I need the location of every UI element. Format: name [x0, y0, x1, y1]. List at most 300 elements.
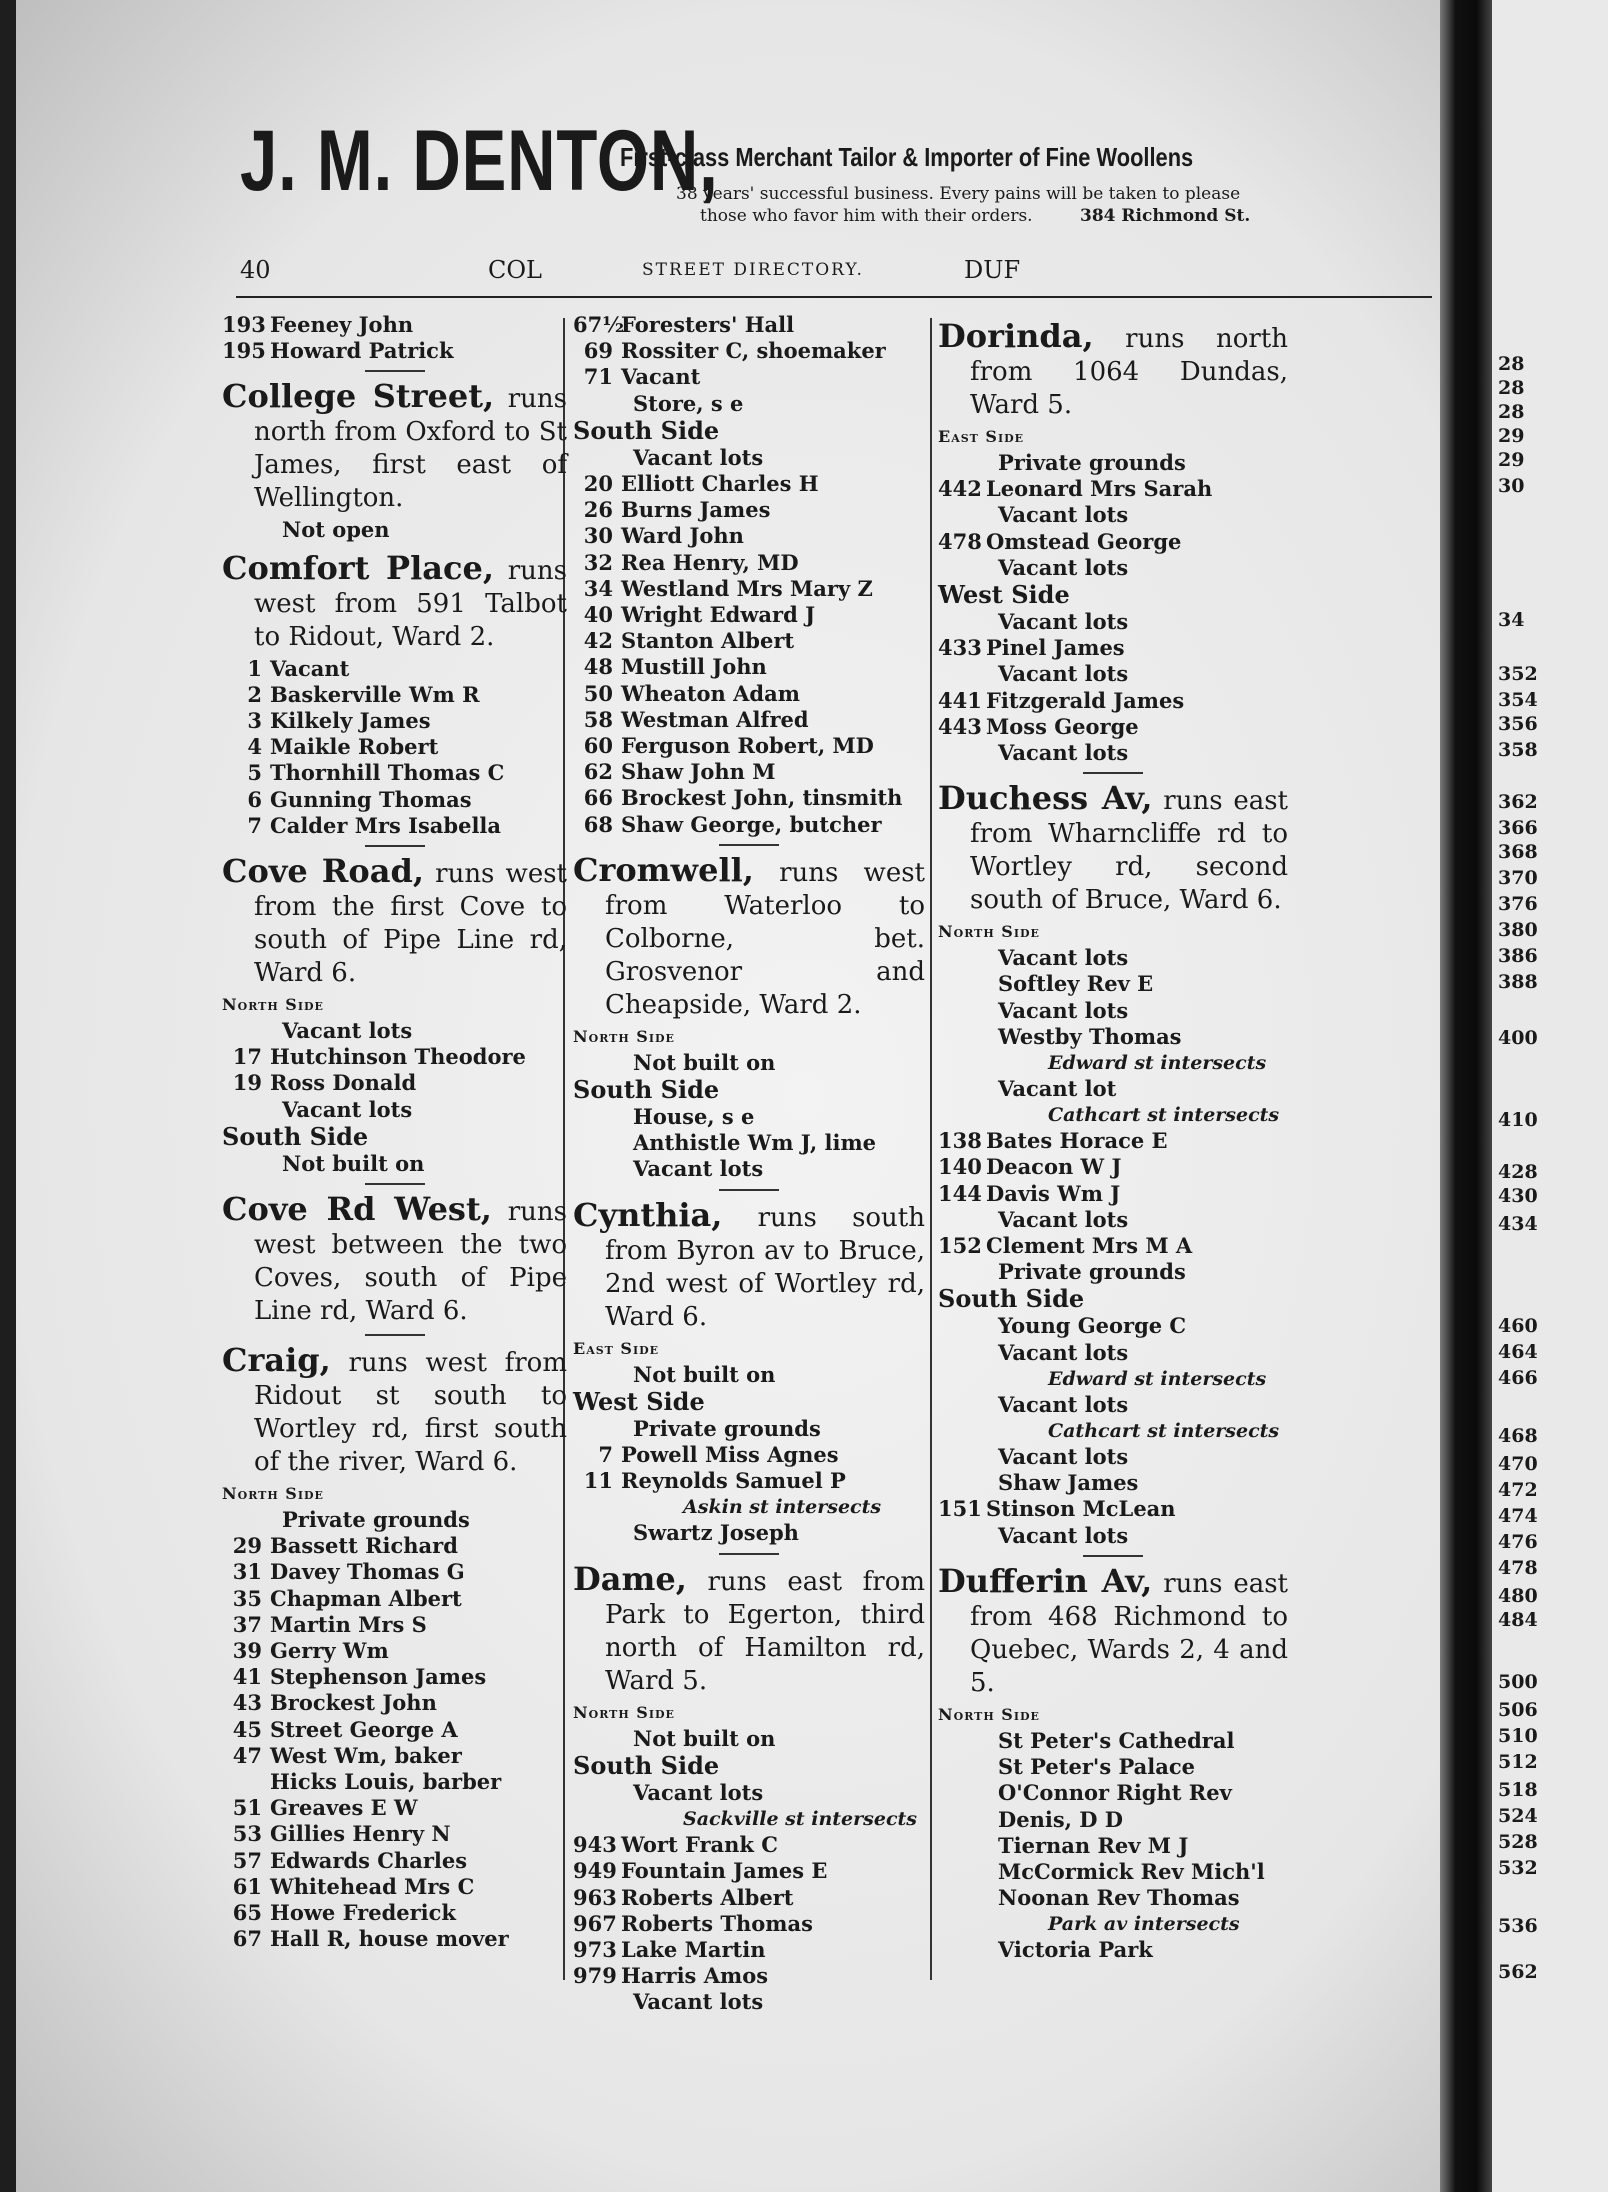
adjacent-page-number: 506 [1498, 1699, 1538, 1721]
street-description: runs south from Byron av to Bruce, 2nd west of Wortley rd, Ward 6. [605, 1202, 925, 1332]
directory-entry [573, 733, 925, 759]
directory-note: Store, s e [633, 390, 744, 416]
adjacent-page-number: 468 [1498, 1425, 1538, 1447]
directory-entry [573, 812, 925, 838]
directory-note: Private grounds [633, 1415, 821, 1441]
house-number: 963 [573, 1884, 617, 1910]
house-number: 34 [583, 575, 613, 601]
house-number: 62 [583, 759, 613, 785]
directory-entry [573, 1858, 925, 1884]
resident-name: Fountain James E [621, 1858, 828, 1884]
street-name: College Street, [222, 377, 495, 416]
adjacent-page-number: 362 [1498, 791, 1538, 813]
street-heading [938, 779, 1289, 917]
section-separator [1083, 1555, 1143, 1557]
directory-note: Vacant lots [998, 1339, 1129, 1365]
directory-entry [222, 1795, 567, 1821]
directory-note: Vacant lots [998, 1444, 1129, 1470]
directory-note: Vacant lots [282, 1096, 413, 1122]
house-number: 37 [232, 1611, 262, 1637]
intersection-note: Cathcart st intersects [1048, 1104, 1280, 1127]
directory-note: Not open [282, 517, 390, 543]
header-rule [236, 296, 1432, 298]
house-number: 6 [247, 786, 262, 812]
house-number: 443 [938, 713, 982, 739]
resident-name: Bates Horace E [986, 1128, 1168, 1154]
directory-note: Vacant lots [998, 661, 1129, 687]
directory-entry [222, 1664, 567, 1690]
directory-note: Vacant lot [998, 1076, 1117, 1102]
directory-entry [573, 628, 925, 654]
resident-name: Gunning Thomas [270, 786, 472, 812]
house-number: 138 [938, 1128, 982, 1154]
house-number: 152 [938, 1233, 982, 1259]
resident-name: Brockest John, tinsmith [621, 785, 903, 811]
street-name: Cove Road, [222, 852, 424, 891]
house-number: 2 [247, 681, 262, 707]
resident-name: West Wm, baker [270, 1742, 462, 1768]
side-heading: South Side [222, 1121, 369, 1151]
directory-entry [222, 760, 567, 786]
directory-note: Vacant lots [633, 444, 764, 470]
resident-name: Hicks Louis, barber [270, 1769, 502, 1795]
resident-name: Feeney John [270, 312, 414, 337]
house-number: 19 [232, 1070, 262, 1096]
directory-entry [938, 1154, 1288, 1180]
house-number: 441 [938, 687, 982, 713]
resident-name: Thornhill Thomas C [270, 760, 505, 786]
adjacent-page-number: 460 [1498, 1315, 1538, 1337]
adjacent-page-number: 510 [1498, 1725, 1538, 1747]
house-number: 11 [583, 1468, 613, 1494]
side-heading: North Side [222, 1484, 324, 1504]
adjacent-page-number: 474 [1498, 1505, 1538, 1527]
street-heading [573, 1195, 925, 1334]
directory-note: Private grounds [998, 450, 1186, 475]
directory-note: Tiernan Rev M J [998, 1832, 1189, 1858]
directory-note: Vacant lots [998, 554, 1129, 580]
directory-entry [573, 1937, 925, 1963]
resident-name: Brockest John [270, 1690, 437, 1716]
street-heading [222, 852, 567, 990]
adjacent-page-number: 356 [1498, 713, 1538, 735]
house-number: 30 [583, 523, 613, 549]
directory-column-1 [222, 312, 567, 1953]
directory-note: Not built on [633, 1725, 776, 1751]
resident-name: Clement Mrs M A [986, 1233, 1193, 1259]
house-number: 68 [583, 811, 613, 837]
column-divider [930, 318, 932, 1980]
resident-name: Rossiter C, shoemaker [621, 338, 886, 364]
directory-entry [222, 1717, 567, 1743]
house-number: 193 [222, 312, 266, 337]
directory-entry [573, 1885, 925, 1911]
directory-entry [222, 338, 567, 364]
resident-name: Davis Wm J [986, 1180, 1121, 1206]
book-gutter [1440, 0, 1492, 2192]
directory-note: McCormick Rev Mich'l [998, 1858, 1265, 1884]
resident-name: Roberts Thomas [621, 1910, 813, 1936]
directory-entry [573, 654, 925, 680]
directory-entry [938, 1496, 1288, 1522]
house-number: 50 [583, 680, 613, 706]
directory-note: Vacant lots [998, 740, 1129, 766]
house-number: 53 [232, 1821, 262, 1847]
resident-name: Maikle Robert [270, 734, 439, 760]
directory-entry [573, 1468, 925, 1494]
directory-entry [938, 1128, 1288, 1154]
house-number: 433 [938, 635, 982, 661]
section-separator [719, 844, 779, 846]
house-number: 26 [583, 497, 613, 523]
resident-name: Wort Frank C [621, 1832, 779, 1858]
scan-left-edge [0, 0, 16, 2192]
directory-note: Private grounds [282, 1507, 470, 1533]
resident-name: Vacant [621, 364, 701, 390]
house-number: 31 [232, 1559, 262, 1585]
street-heading [938, 317, 1288, 422]
directory-entry [573, 759, 925, 785]
directory-entry [222, 656, 567, 682]
page-number: 40 [240, 256, 271, 284]
adjacent-page-number: 370 [1498, 867, 1538, 889]
intersection-note: Park av intersects [1048, 1913, 1240, 1936]
directory-entry [573, 312, 925, 338]
resident-name: Rea Henry, MD [621, 549, 799, 575]
directory-note: Vacant lots [998, 997, 1129, 1023]
directory-entry [222, 1900, 567, 1926]
street-heading [222, 377, 567, 515]
running-head [240, 256, 1430, 288]
adjacent-page-number: 472 [1498, 1479, 1538, 1501]
intersection-note: Cathcart st intersects [1048, 1420, 1280, 1443]
adjacent-page-number: 470 [1498, 1453, 1538, 1475]
house-number: 43 [232, 1690, 262, 1716]
directory-note: Vacant lots [998, 945, 1129, 971]
adjacent-page-number: 358 [1498, 739, 1538, 761]
house-number: 29 [232, 1533, 262, 1559]
directory-entry [222, 1743, 567, 1769]
directory-entry [222, 1848, 567, 1874]
directory-entry [222, 1821, 567, 1847]
intersection-note: Edward st intersects [1048, 1367, 1267, 1390]
resident-name: Calder Mrs Isabella [270, 812, 502, 838]
adjacent-page-number: 428 [1498, 1161, 1538, 1183]
page-title: STREET DIRECTORY. [642, 260, 864, 280]
directory-entry [573, 471, 925, 497]
house-number: 943 [573, 1832, 617, 1858]
directory-note: Private grounds [998, 1259, 1186, 1285]
house-number: 949 [573, 1858, 617, 1884]
directory-entry [573, 576, 925, 602]
house-number: 478 [938, 528, 982, 554]
resident-name: Wheaton Adam [621, 680, 800, 706]
directory-note: Softley Rev E [998, 971, 1154, 997]
resident-name: Stinson McLean [986, 1496, 1176, 1522]
adjacent-page-number: 400 [1498, 1027, 1538, 1049]
street-name: Cromwell, [573, 850, 754, 889]
house-number: 967 [573, 1910, 617, 1936]
side-heading: North Side [938, 1704, 1040, 1724]
street-description: runs north from 1064 Dundas, Ward 5. [970, 324, 1288, 420]
directory-note: Young George C [998, 1313, 1187, 1339]
directory-note: Not built on [282, 1150, 425, 1176]
resident-name: Greaves E W [270, 1795, 418, 1821]
directory-entry [573, 497, 925, 523]
house-number: 58 [583, 706, 613, 732]
adjacent-page-number: 562 [1498, 1961, 1538, 1983]
house-number: 71 [583, 364, 613, 390]
house-number: 65 [232, 1900, 262, 1926]
directory-note: Vacant lots [998, 502, 1129, 528]
house-number: 66 [583, 785, 613, 811]
directory-column-3 [938, 312, 1288, 1964]
resident-name: Hutchinson Theodore [270, 1044, 526, 1070]
resident-name: Vacant [270, 655, 350, 681]
resident-name: Roberts Albert [621, 1884, 794, 1910]
side-heading: North Side [573, 1026, 675, 1046]
side-heading: South Side [573, 1075, 720, 1105]
directory-column-2 [573, 312, 925, 2016]
street-description: runs east from 468 Richmond to Quebec, Wards 2, 4 and 5. [970, 1568, 1289, 1698]
directory-entry [573, 707, 925, 733]
house-number: 7 [598, 1442, 613, 1468]
adjacent-page-number: 386 [1498, 945, 1538, 967]
adjacent-page-number: 352 [1498, 663, 1538, 685]
house-number: 57 [232, 1847, 262, 1873]
resident-name: Deacon W J [986, 1154, 1122, 1180]
street-heading [573, 1559, 925, 1698]
house-number: 20 [583, 471, 613, 497]
adjacent-page-number: 464 [1498, 1341, 1538, 1363]
directory-note: Vacant lots [633, 1989, 764, 2015]
directory-entry [222, 1586, 567, 1612]
resident-name: Howard Patrick [270, 338, 454, 364]
house-number: 35 [232, 1585, 262, 1611]
resident-name: Shaw John M [621, 759, 776, 785]
house-number: 42 [583, 628, 613, 654]
adjacent-page-number: 28 [1498, 401, 1525, 423]
directory-note: Vacant lots [633, 1156, 764, 1182]
adjacent-page-number: 368 [1498, 841, 1538, 863]
directory-entry [573, 1963, 925, 1989]
resident-name: Kilkely James [270, 708, 431, 734]
directory-entry [573, 1442, 925, 1468]
side-heading: North Side [938, 922, 1040, 942]
adjacent-page-number: 29 [1498, 425, 1525, 447]
resident-name: Elliott Charles H [621, 471, 819, 497]
house-number: 69 [583, 338, 613, 364]
street-heading [222, 1190, 567, 1328]
house-number: 67½ [573, 312, 625, 337]
advertiser-address: 384 Richmond St. [1080, 206, 1251, 226]
house-number: 67 [232, 1926, 262, 1952]
resident-name: Bassett Richard [270, 1533, 458, 1559]
resident-name: Mustill John [621, 654, 767, 680]
directory-entry [573, 681, 925, 707]
adjacent-page-number: 354 [1498, 689, 1538, 711]
house-number: 151 [938, 1496, 982, 1522]
side-heading: South Side [938, 1284, 1085, 1314]
section-separator [365, 370, 425, 372]
resident-name: Gillies Henry N [270, 1821, 451, 1847]
resident-name: Chapman Albert [270, 1585, 462, 1611]
street-name: Cove Rd West, [222, 1190, 492, 1229]
resident-name: Foresters' Hall [621, 312, 795, 337]
directory-entry [222, 1690, 567, 1716]
directory-note: Vacant lots [998, 1206, 1129, 1232]
section-separator [365, 1334, 425, 1336]
directory-entry [573, 523, 925, 549]
directory-note: Not built on [633, 1361, 776, 1387]
resident-name: Baskerville Wm R [270, 681, 480, 707]
left-guide-word: COL [488, 256, 542, 284]
resident-name: Street George A [270, 1716, 458, 1742]
directory-entry [938, 529, 1288, 555]
street-name: Dorinda, [938, 317, 1094, 355]
street-name: Dame, [573, 1559, 687, 1598]
directory-entry [938, 1233, 1288, 1259]
house-number: 1 [247, 655, 262, 681]
resident-name: Hall R, house mover [270, 1926, 509, 1952]
street-description: runs north from Oxford to St James, first east of Wellington. [254, 384, 567, 514]
resident-name: Ferguson Robert, MD [621, 733, 874, 759]
advertiser-note-line2: those who favor him with their orders. [700, 206, 1033, 226]
adjacent-page-number: 380 [1498, 919, 1538, 941]
directory-entry [938, 714, 1288, 740]
side-heading: West Side [938, 580, 1070, 610]
resident-name: Ross Donald [270, 1070, 417, 1096]
resident-name: Pinel James [986, 635, 1125, 661]
directory-entry [222, 1559, 567, 1585]
resident-name: Leonard Mrs Sarah [986, 476, 1213, 502]
resident-name: Burns James [621, 497, 771, 523]
house-number: 45 [232, 1716, 262, 1742]
resident-name: Stanton Albert [621, 628, 795, 654]
section-separator [719, 1553, 779, 1555]
street-heading [222, 548, 567, 654]
side-heading: West Side [573, 1386, 705, 1416]
house-number: 48 [583, 654, 613, 680]
street-heading [222, 1341, 567, 1479]
resident-name: Stephenson James [270, 1664, 487, 1690]
adjacent-page-number: 28 [1498, 353, 1525, 375]
directory-entry [222, 813, 567, 839]
directory-entry [222, 682, 567, 708]
adjacent-page-number: 476 [1498, 1531, 1538, 1553]
advertiser-tagline: First-class Merchant Tailor & Importer of Fine Woollens [620, 142, 1194, 172]
directory-entry [573, 1911, 925, 1937]
directory-note: Swartz Joseph [633, 1520, 799, 1546]
adjacent-page-number: 466 [1498, 1367, 1538, 1389]
adjacent-page-number: 366 [1498, 817, 1538, 839]
directory-entry [222, 708, 567, 734]
resident-name: Shaw George, butcher [621, 811, 882, 837]
adjacent-page-number: 478 [1498, 1557, 1538, 1579]
directory-note: Victoria Park [998, 1937, 1153, 1963]
resident-name: Fitzgerald James [986, 687, 1185, 713]
street-description: runs west from Waterloo to Colborne, bet. Grosvenor and Cheapside, Ward 2. [605, 857, 925, 1020]
directory-note: St Peter's Cathedral [998, 1727, 1235, 1753]
directory-entry [573, 1832, 925, 1858]
intersection-note: Sackville st intersects [683, 1808, 917, 1831]
directory-entry [222, 1769, 567, 1795]
directory-entry [222, 1612, 567, 1638]
house-number: 140 [938, 1154, 982, 1180]
directory-entry [222, 1638, 567, 1664]
directory-note: House, s e [633, 1104, 755, 1130]
house-number: 973 [573, 1936, 617, 1962]
adjacent-page-number: 29 [1498, 449, 1525, 471]
directory-entry [573, 602, 925, 628]
street-name: Comfort Place, [222, 548, 494, 587]
street-heading [573, 850, 925, 1022]
resident-name: Martin Mrs S [270, 1611, 427, 1637]
resident-name: Moss George [986, 713, 1139, 739]
house-number: 51 [232, 1795, 262, 1821]
directory-entry [222, 1874, 567, 1900]
directory-note: Shaw James [998, 1470, 1139, 1496]
street-description: runs west from 591 Talbot to Ridout, Ward 2. [254, 555, 567, 652]
directory-entry [222, 1533, 567, 1559]
adjacent-page-number: 480 [1498, 1585, 1538, 1607]
adjacent-page-number: 388 [1498, 971, 1538, 993]
directory-entry [938, 1181, 1288, 1207]
house-number: 41 [232, 1664, 262, 1690]
directory-note: Vacant lots [633, 1779, 764, 1805]
house-number: 5 [247, 760, 262, 786]
adjacent-page-number: 28 [1498, 377, 1525, 399]
resident-name: Powell Miss Agnes [621, 1442, 839, 1468]
resident-name: Westman Alfred [621, 706, 809, 732]
directory-note: O'Connor Right Rev [998, 1780, 1232, 1806]
house-number: 61 [232, 1873, 262, 1899]
intersection-note: Edward st intersects [1048, 1052, 1267, 1075]
adjacent-page-number: 376 [1498, 893, 1538, 915]
adjacent-page-number: 410 [1498, 1109, 1538, 1131]
street-name: Duchess Av, [938, 779, 1153, 818]
resident-name: Ward John [621, 523, 744, 549]
directory-note: Vacant lots [998, 1391, 1129, 1417]
resident-name: Westland Mrs Mary Z [621, 575, 873, 601]
directory-entry [573, 364, 925, 390]
street-heading [938, 1561, 1289, 1700]
street-name: Dufferin Av, [938, 1561, 1153, 1600]
resident-name: Gerry Wm [270, 1638, 389, 1664]
resident-name: Davey Thomas G [270, 1559, 465, 1585]
house-number: 442 [938, 476, 982, 502]
side-heading: South Side [573, 1750, 720, 1780]
right-guide-word: DUF [964, 256, 1021, 284]
directory-entry [222, 734, 567, 760]
directory-entry [222, 1926, 567, 1952]
advertiser-name: J. M. DENTON, [240, 113, 719, 209]
adjacent-page-number: 484 [1498, 1609, 1538, 1631]
directory-note: Denis, D D [998, 1806, 1123, 1832]
side-heading: South Side [573, 415, 720, 445]
house-number: 4 [247, 734, 262, 760]
section-separator [1083, 772, 1143, 774]
side-heading: East Side [573, 1338, 660, 1358]
directory-entry [573, 550, 925, 576]
directory-entry [938, 635, 1288, 661]
directory-entry [938, 476, 1288, 502]
section-separator [719, 1189, 779, 1191]
section-separator [365, 1183, 425, 1185]
street-description: runs west from Ridout st south to Wortley rd, first south of the river, Ward 6. [254, 1348, 567, 1478]
house-number: 144 [938, 1180, 982, 1206]
adjacent-page-fragment [1492, 0, 1608, 2192]
